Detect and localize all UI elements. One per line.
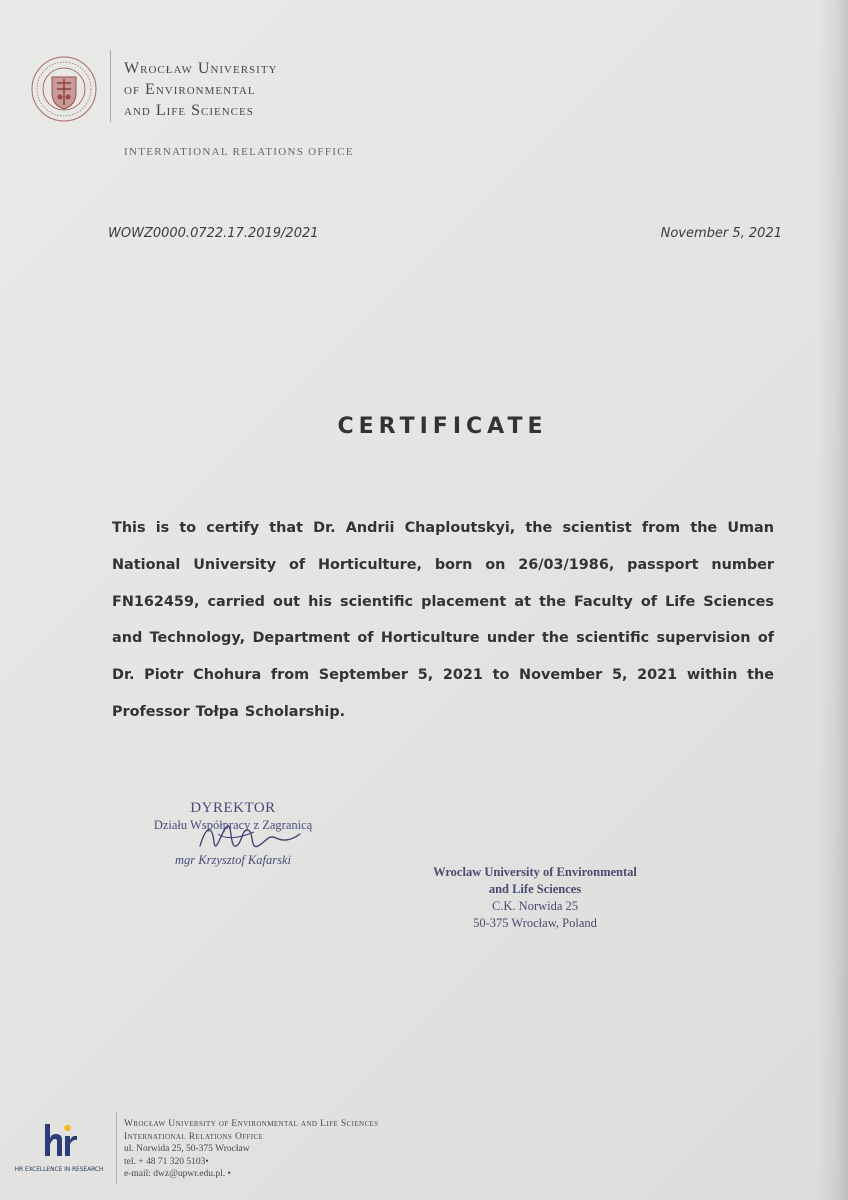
stamp-line: C.K. Norwida 25 — [491, 899, 579, 913]
stamp-department: Działu Współpracy z Zagranicą — [153, 818, 313, 832]
footer-phone: tel. + 48 71 320 5103• — [124, 1156, 209, 1167]
header-divider — [110, 50, 111, 122]
stamp-line: 50-375 Wrocław, Poland — [473, 916, 597, 930]
certificate-body: This is to certify that Dr. Andrii Chaploutskyi, the scientist from the Uman National University of Horticulture, born on 26/03/1986, passport number FN162459, carried out his scientific placement at the Faculty of Life Sciences and Technology, Department of Horticulture under the scientific supervision of Dr. Piotr Chohura from September 5, 2021 to November 5, 2021 within the Professor Tołpa Scholarship. — [112, 520, 774, 720]
hr-excellence-logo — [8, 1118, 110, 1173]
stamp-line: Wroclaw University of Environmental — [433, 865, 637, 879]
certificate-title: CERTIFICATE — [337, 414, 548, 439]
university-name — [124, 58, 278, 121]
footer-university: Wrocław University of Environmental and Life Sciences — [124, 1119, 379, 1129]
university-seal-logo — [30, 55, 98, 123]
stamp-line: and Life Sciences — [488, 882, 582, 896]
hr-logo-icon — [37, 1118, 81, 1162]
university-name-line: Wrocław University — [124, 60, 278, 77]
handwritten-signature — [196, 816, 306, 860]
university-name-line: and Life Sciences — [124, 102, 254, 119]
footer-contact — [124, 1118, 378, 1181]
document-date: November 5, 2021 — [660, 226, 782, 241]
reference-number: WOWZ0000.0722.17.2019/2021 — [108, 226, 319, 241]
hr-logo-caption: HR EXCELLENCE IN RESEARCH — [14, 1166, 104, 1173]
footer-email: e-mail: dwz@upwr.edu.pl. • — [124, 1169, 231, 1179]
footer-address: ul. Norwida 25, 50-375 Wrocław — [124, 1144, 250, 1154]
page-edge-shadow — [818, 0, 848, 1200]
stamp-signatory-name: mgr Krzysztof Kafarski — [175, 853, 291, 867]
university-name-line: of Environmental — [124, 81, 256, 98]
stamp-title: DYREKTOR — [190, 800, 276, 816]
footer-divider — [116, 1112, 117, 1184]
university-address-stamp — [410, 864, 660, 932]
footer-office: International Relations Office — [124, 1131, 264, 1142]
office-name: INTERNATIONAL RELATIONS OFFICE — [124, 146, 354, 158]
